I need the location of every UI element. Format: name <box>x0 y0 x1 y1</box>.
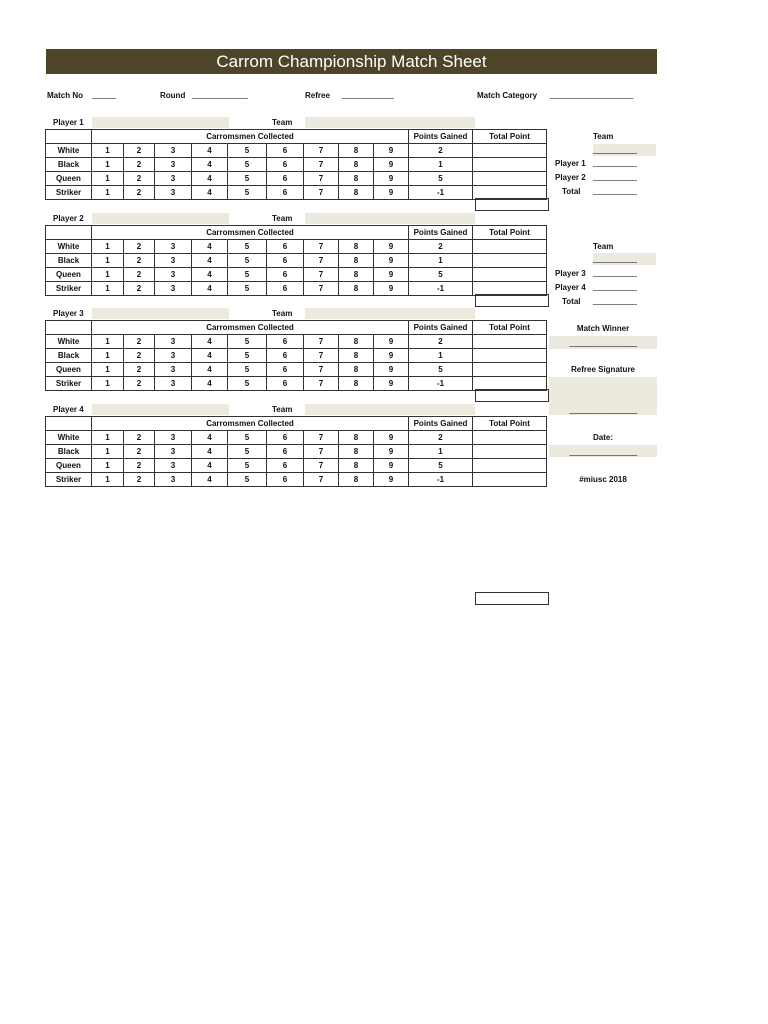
player-2-sum-box[interactable] <box>475 294 549 307</box>
count-cell[interactable]: 7 <box>304 254 339 268</box>
count-cell[interactable]: 7 <box>304 282 339 296</box>
referee-signature-label: Refree Signature <box>570 365 636 374</box>
count-cell[interactable]: 4 <box>192 282 228 296</box>
count-cell[interactable]: 3 <box>155 377 192 391</box>
corner-cell <box>46 417 92 431</box>
team-1-total-field[interactable]: ___________ <box>593 186 637 195</box>
count-cell[interactable]: 9 <box>374 240 409 254</box>
count-cell[interactable]: 5 <box>228 431 267 445</box>
points-cell: 5 <box>409 172 473 186</box>
count-cell[interactable]: 3 <box>155 445 192 459</box>
points-cell: 2 <box>409 335 473 349</box>
total-header: Total Point <box>473 321 547 335</box>
count-cell[interactable]: 9 <box>374 254 409 268</box>
row-label: White <box>46 240 92 254</box>
count-cell[interactable]: 6 <box>267 158 304 172</box>
match-winner-line: _________________ <box>569 338 637 347</box>
total-cell[interactable] <box>473 363 547 377</box>
total-cell[interactable] <box>473 158 547 172</box>
row-label: White <box>46 144 92 158</box>
count-cell[interactable]: 4 <box>192 254 228 268</box>
count-cell[interactable]: 4 <box>192 363 228 377</box>
count-cell[interactable]: 7 <box>304 172 339 186</box>
count-cell[interactable]: 4 <box>192 240 228 254</box>
count-cell[interactable]: 6 <box>267 363 304 377</box>
count-cell[interactable]: 4 <box>192 172 228 186</box>
count-cell[interactable]: 1 <box>92 431 124 445</box>
count-cell[interactable]: 7 <box>304 377 339 391</box>
count-cell[interactable]: 9 <box>374 431 409 445</box>
count-cell[interactable]: 8 <box>339 349 374 363</box>
player-4-name-field[interactable] <box>92 404 229 415</box>
count-cell[interactable]: 8 <box>339 254 374 268</box>
count-cell[interactable]: 4 <box>192 349 228 363</box>
points-cell: 1 <box>409 254 473 268</box>
row-label: White <box>46 431 92 445</box>
points-cell: 1 <box>409 158 473 172</box>
table-row <box>46 431 547 445</box>
count-cell[interactable]: 1 <box>92 144 124 158</box>
count-cell[interactable]: 2 <box>124 186 155 200</box>
team-2-player-b-field[interactable]: ___________ <box>593 282 637 291</box>
count-cell[interactable]: 1 <box>92 172 124 186</box>
total-cell[interactable] <box>473 445 547 459</box>
count-cell[interactable]: 7 <box>304 186 339 200</box>
total-header: Total Point <box>473 417 547 431</box>
points-header: Points Gained <box>409 226 473 240</box>
count-cell[interactable]: 8 <box>339 335 374 349</box>
player-2-team-field[interactable] <box>305 213 475 224</box>
page-title: Carrom Championship Match Sheet <box>46 49 657 74</box>
count-cell[interactable]: 8 <box>339 240 374 254</box>
table-header-row <box>46 321 547 335</box>
count-cell[interactable]: 5 <box>228 335 267 349</box>
count-cell[interactable]: 5 <box>228 349 267 363</box>
count-cell[interactable]: 4 <box>192 377 228 391</box>
count-cell[interactable]: 4 <box>192 158 228 172</box>
count-cell[interactable]: 6 <box>267 144 304 158</box>
count-cell[interactable]: 4 <box>192 268 228 282</box>
corner-cell <box>46 226 92 240</box>
count-cell[interactable]: 1 <box>92 240 124 254</box>
row-label: Striker <box>46 186 92 200</box>
count-cell[interactable]: 2 <box>124 445 155 459</box>
count-cell[interactable]: 5 <box>228 459 267 473</box>
player-4-team-label: Team <box>272 405 293 414</box>
count-cell[interactable]: 5 <box>228 240 267 254</box>
total-cell[interactable] <box>473 268 547 282</box>
player-1-team-field[interactable] <box>305 117 475 128</box>
count-cell[interactable]: 6 <box>267 240 304 254</box>
total-cell[interactable] <box>473 431 547 445</box>
count-cell[interactable]: 2 <box>124 431 155 445</box>
total-cell[interactable] <box>473 254 547 268</box>
count-cell[interactable]: 7 <box>304 363 339 377</box>
points-cell: 5 <box>409 363 473 377</box>
count-cell[interactable]: 8 <box>339 282 374 296</box>
points-header: Points Gained <box>409 417 473 431</box>
count-cell[interactable]: 6 <box>267 349 304 363</box>
team-1-player-b-field[interactable]: ___________ <box>593 172 637 181</box>
count-cell[interactable]: 3 <box>155 186 192 200</box>
count-cell[interactable]: 2 <box>124 268 155 282</box>
table-header-row <box>46 417 547 431</box>
table-row <box>46 459 547 473</box>
row-label: Black <box>46 349 92 363</box>
team-2-player-a-label: Player 3 <box>555 269 586 278</box>
team-1-total-label: Total <box>562 187 581 196</box>
count-cell[interactable]: 6 <box>267 268 304 282</box>
carromsmen-header: Carromsmen Collected <box>92 226 409 240</box>
count-cell[interactable]: 9 <box>374 282 409 296</box>
points-cell: 2 <box>409 144 473 158</box>
carromsmen-header: Carromsmen Collected <box>92 321 409 335</box>
count-cell[interactable]: 2 <box>124 254 155 268</box>
team-2-player-b-label: Player 4 <box>555 283 586 292</box>
total-cell[interactable] <box>473 144 547 158</box>
grand-total-box[interactable] <box>475 592 549 605</box>
count-cell[interactable]: 9 <box>374 172 409 186</box>
team-2-total-label: Total <box>562 297 581 306</box>
count-cell[interactable]: 8 <box>339 445 374 459</box>
total-cell[interactable] <box>473 473 547 487</box>
player-3-label: Player 3 <box>53 309 84 318</box>
row-label: Queen <box>46 363 92 377</box>
count-cell[interactable]: 4 <box>192 431 228 445</box>
count-cell[interactable]: 2 <box>124 349 155 363</box>
hashtag: #miusc 2018 <box>579 475 627 484</box>
player-2-team-label: Team <box>272 214 293 223</box>
count-cell[interactable]: 6 <box>267 335 304 349</box>
row-label: Black <box>46 254 92 268</box>
count-cell[interactable]: 4 <box>192 445 228 459</box>
count-cell[interactable]: 1 <box>92 473 124 487</box>
points-cell: 2 <box>409 240 473 254</box>
count-cell[interactable]: 9 <box>374 473 409 487</box>
count-cell[interactable]: 9 <box>374 268 409 282</box>
count-cell[interactable]: 5 <box>228 473 267 487</box>
total-cell[interactable] <box>473 240 547 254</box>
row-label: Queen <box>46 268 92 282</box>
count-cell[interactable]: 5 <box>228 363 267 377</box>
count-cell[interactable]: 2 <box>124 363 155 377</box>
count-cell[interactable]: 7 <box>304 158 339 172</box>
player-4-team-field[interactable] <box>305 404 475 415</box>
table-row <box>46 349 547 363</box>
count-cell[interactable]: 3 <box>155 282 192 296</box>
count-cell[interactable]: 5 <box>228 268 267 282</box>
count-cell[interactable]: 8 <box>339 473 374 487</box>
referee-field[interactable]: _____________ <box>342 90 394 99</box>
table-row <box>46 254 547 268</box>
count-cell[interactable]: 6 <box>267 186 304 200</box>
count-cell[interactable]: 9 <box>374 377 409 391</box>
points-cell: 5 <box>409 268 473 282</box>
count-cell[interactable]: 1 <box>92 363 124 377</box>
player-3-team-field[interactable] <box>305 308 475 319</box>
count-cell[interactable]: 5 <box>228 377 267 391</box>
player-4-label: Player 4 <box>53 405 84 414</box>
count-cell[interactable]: 1 <box>92 445 124 459</box>
count-cell[interactable]: 2 <box>124 459 155 473</box>
count-cell[interactable]: 7 <box>304 268 339 282</box>
count-cell[interactable]: 5 <box>228 144 267 158</box>
team-1-player-b-label: Player 2 <box>555 173 586 182</box>
count-cell[interactable]: 6 <box>267 459 304 473</box>
row-label: Striker <box>46 473 92 487</box>
count-cell[interactable]: 4 <box>192 473 228 487</box>
match-category-field[interactable]: _____________________ <box>550 90 633 99</box>
table-row <box>46 158 547 172</box>
count-cell[interactable]: 8 <box>339 377 374 391</box>
player-2-score-table <box>45 225 547 296</box>
team-1-player-a-field[interactable]: ___________ <box>593 158 637 167</box>
count-cell[interactable]: 9 <box>374 459 409 473</box>
corner-cell <box>46 321 92 335</box>
team-1-name-line: ___________ <box>593 145 637 154</box>
table-row <box>46 335 547 349</box>
referee-signature-line: _________________ <box>569 405 637 414</box>
points-cell: -1 <box>409 377 473 391</box>
count-cell[interactable]: 6 <box>267 431 304 445</box>
table-row <box>46 240 547 254</box>
points-cell: -1 <box>409 186 473 200</box>
match-winner-label: Match Winner <box>576 324 630 333</box>
count-cell[interactable]: 5 <box>228 186 267 200</box>
carromsmen-header: Carromsmen Collected <box>92 417 409 431</box>
count-cell[interactable]: 9 <box>374 144 409 158</box>
table-row <box>46 282 547 296</box>
count-cell[interactable]: 5 <box>228 282 267 296</box>
count-cell[interactable]: 4 <box>192 144 228 158</box>
count-cell[interactable]: 9 <box>374 363 409 377</box>
count-cell[interactable]: 5 <box>228 158 267 172</box>
count-cell[interactable]: 5 <box>228 445 267 459</box>
team-2-total-field[interactable]: ___________ <box>593 296 637 305</box>
count-cell[interactable]: 7 <box>304 144 339 158</box>
count-cell[interactable]: 2 <box>124 473 155 487</box>
points-cell: 1 <box>409 445 473 459</box>
count-cell[interactable]: 8 <box>339 186 374 200</box>
count-cell[interactable]: 8 <box>339 431 374 445</box>
count-cell[interactable]: 3 <box>155 172 192 186</box>
count-cell[interactable]: 2 <box>124 172 155 186</box>
player-3-score-table <box>45 320 547 391</box>
team-2-label: Team <box>593 242 614 251</box>
count-cell[interactable]: 9 <box>374 445 409 459</box>
count-cell[interactable]: 6 <box>267 254 304 268</box>
count-cell[interactable]: 3 <box>155 431 192 445</box>
total-header: Total Point <box>473 226 547 240</box>
table-header-row <box>46 130 547 144</box>
team-1-label: Team <box>593 132 614 141</box>
count-cell[interactable]: 1 <box>92 282 124 296</box>
match-no-field[interactable]: ______ <box>92 90 116 99</box>
player-1-score-table <box>45 129 547 200</box>
points-cell: -1 <box>409 473 473 487</box>
count-cell[interactable]: 1 <box>92 158 124 172</box>
count-cell[interactable]: 5 <box>228 254 267 268</box>
table-row <box>46 445 547 459</box>
table-row <box>46 363 547 377</box>
player-2-label: Player 2 <box>53 214 84 223</box>
count-cell[interactable]: 6 <box>267 473 304 487</box>
count-cell[interactable]: 2 <box>124 335 155 349</box>
row-label: Black <box>46 158 92 172</box>
count-cell[interactable]: 3 <box>155 240 192 254</box>
count-cell[interactable]: 7 <box>304 349 339 363</box>
count-cell[interactable]: 1 <box>92 335 124 349</box>
points-cell: 1 <box>409 349 473 363</box>
table-row <box>46 144 547 158</box>
count-cell[interactable]: 1 <box>92 459 124 473</box>
count-cell[interactable]: 2 <box>124 282 155 296</box>
player-1-label: Player 1 <box>53 118 84 127</box>
count-cell[interactable]: 8 <box>339 268 374 282</box>
count-cell[interactable]: 3 <box>155 268 192 282</box>
round-field[interactable]: ______________ <box>192 90 248 99</box>
carromsmen-header: Carromsmen Collected <box>92 130 409 144</box>
count-cell[interactable]: 2 <box>124 144 155 158</box>
date-label: Date: <box>592 433 613 442</box>
count-cell[interactable]: 2 <box>124 377 155 391</box>
date-line: _________________ <box>569 447 637 456</box>
row-label: Black <box>46 445 92 459</box>
count-cell[interactable]: 7 <box>304 240 339 254</box>
player-1-team-label: Team <box>272 118 293 127</box>
count-cell[interactable]: 4 <box>192 186 228 200</box>
team-1-player-a-label: Player 1 <box>555 159 586 168</box>
points-cell: 2 <box>409 431 473 445</box>
count-cell[interactable]: 7 <box>304 445 339 459</box>
count-cell[interactable]: 8 <box>339 144 374 158</box>
total-header: Total Point <box>473 130 547 144</box>
count-cell[interactable]: 3 <box>155 335 192 349</box>
total-cell[interactable] <box>473 335 547 349</box>
table-row <box>46 473 547 487</box>
count-cell[interactable]: 9 <box>374 158 409 172</box>
count-cell[interactable]: 3 <box>155 363 192 377</box>
count-cell[interactable]: 5 <box>228 172 267 186</box>
row-label: Striker <box>46 377 92 391</box>
points-cell: 5 <box>409 459 473 473</box>
count-cell[interactable]: 6 <box>267 445 304 459</box>
count-cell[interactable]: 6 <box>267 282 304 296</box>
count-cell[interactable]: 9 <box>374 349 409 363</box>
count-cell[interactable]: 7 <box>304 473 339 487</box>
table-row <box>46 377 547 391</box>
count-cell[interactable]: 1 <box>92 349 124 363</box>
table-header-row <box>46 226 547 240</box>
count-cell[interactable]: 2 <box>124 240 155 254</box>
player-1-name-field[interactable] <box>92 117 229 128</box>
match-no-label: Match No <box>47 91 83 100</box>
table-row <box>46 172 547 186</box>
count-cell[interactable]: 4 <box>192 335 228 349</box>
player-1-sum-box[interactable] <box>475 198 549 211</box>
count-cell[interactable]: 8 <box>339 158 374 172</box>
table-row <box>46 186 547 200</box>
match-category-label: Match Category <box>477 91 538 100</box>
count-cell[interactable]: 2 <box>124 158 155 172</box>
count-cell[interactable]: 1 <box>92 377 124 391</box>
row-label: White <box>46 335 92 349</box>
player-3-name-field[interactable] <box>92 308 229 319</box>
count-cell[interactable]: 3 <box>155 254 192 268</box>
total-cell[interactable] <box>473 172 547 186</box>
total-cell[interactable] <box>473 349 547 363</box>
count-cell[interactable]: 9 <box>374 186 409 200</box>
count-cell[interactable]: 3 <box>155 459 192 473</box>
count-cell[interactable]: 8 <box>339 172 374 186</box>
count-cell[interactable]: 3 <box>155 349 192 363</box>
referee-label: Refree <box>305 91 330 100</box>
round-label: Round <box>160 91 186 100</box>
player-3-sum-box[interactable] <box>475 389 549 402</box>
count-cell[interactable]: 1 <box>92 268 124 282</box>
count-cell[interactable]: 8 <box>339 459 374 473</box>
team-2-player-a-field[interactable]: ___________ <box>593 268 637 277</box>
row-label: Queen <box>46 172 92 186</box>
count-cell[interactable]: 8 <box>339 363 374 377</box>
count-cell[interactable]: 3 <box>155 144 192 158</box>
row-label: Queen <box>46 459 92 473</box>
count-cell[interactable]: 1 <box>92 254 124 268</box>
player-4-score-table <box>45 416 547 487</box>
count-cell[interactable]: 7 <box>304 335 339 349</box>
count-cell[interactable]: 6 <box>267 172 304 186</box>
player-3-team-label: Team <box>272 309 293 318</box>
count-cell[interactable]: 3 <box>155 158 192 172</box>
count-cell[interactable]: 7 <box>304 431 339 445</box>
player-2-name-field[interactable] <box>92 213 229 224</box>
table-row <box>46 268 547 282</box>
count-cell[interactable]: 6 <box>267 377 304 391</box>
total-cell[interactable] <box>473 459 547 473</box>
count-cell[interactable]: 9 <box>374 335 409 349</box>
count-cell[interactable]: 3 <box>155 473 192 487</box>
points-cell: -1 <box>409 282 473 296</box>
points-header: Points Gained <box>409 321 473 335</box>
corner-cell <box>46 130 92 144</box>
count-cell[interactable]: 4 <box>192 459 228 473</box>
points-header: Points Gained <box>409 130 473 144</box>
count-cell[interactable]: 1 <box>92 186 124 200</box>
team-2-name-line: ___________ <box>593 254 637 263</box>
count-cell[interactable]: 7 <box>304 459 339 473</box>
row-label: Striker <box>46 282 92 296</box>
